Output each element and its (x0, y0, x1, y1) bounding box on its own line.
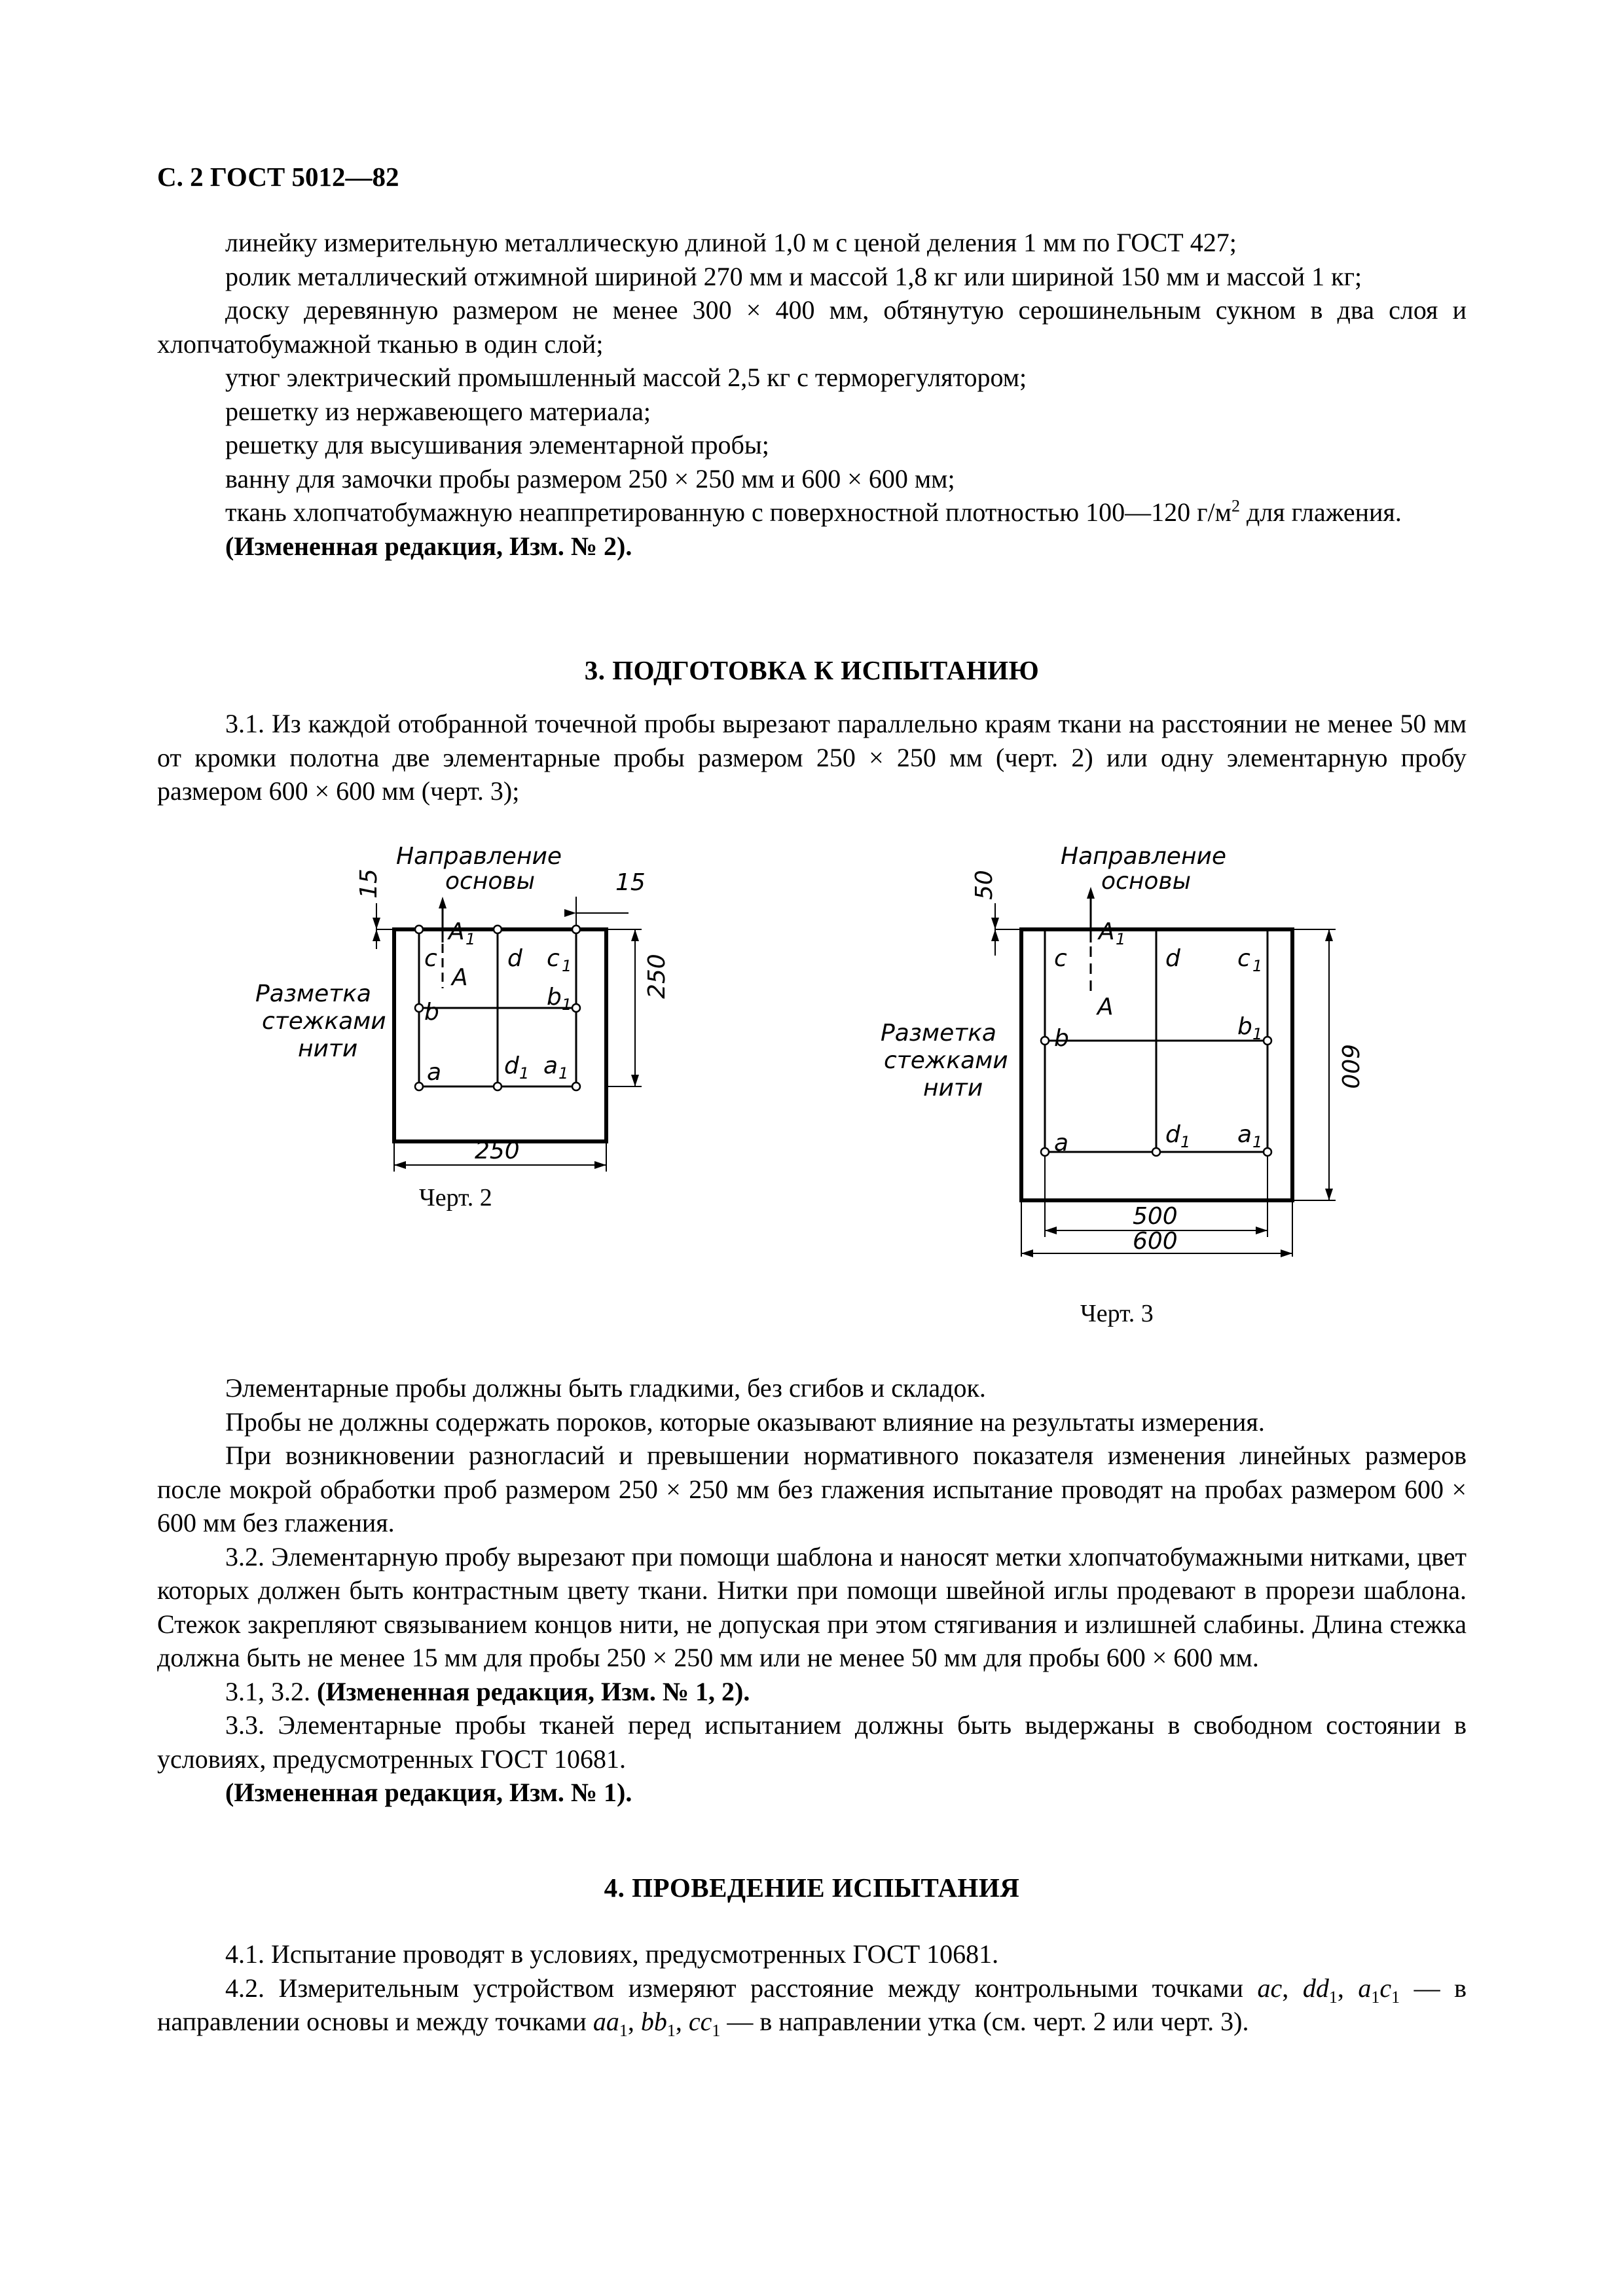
paragraph-3-1: 3.1. Из каждой отобранной точечной пробы вырезают параллельно краям ткани на расстоянии не менее 50 мм от кромки полотна две элементарные пробы размером 250 × 250 мм (черт. 2) или одну элементарную пробу размером 600 × 600 мм (черт. 3); (157, 709, 1467, 806)
paragraph: При возникновении разногласий и превышении нормативного показателя изменения линейных размеров после мокрой обработки проб размером 250 × 250 мм без глажения испытание проводят на пробах размером 600 × 600 мм без глажения. (157, 1441, 1467, 1537)
fig2-direction-label-2: основы (445, 868, 536, 895)
section-3-body (157, 1371, 1467, 1810)
list-item: решетку из нержавеющего материала; (225, 396, 651, 426)
fig2-label: 1 (558, 1064, 569, 1083)
fig3-label: A (1097, 994, 1114, 1020)
fig3-label: b (1054, 1025, 1069, 1052)
fig3-caption: Черт. 3 (1080, 1300, 1154, 1327)
fig3-label: a (1237, 1121, 1252, 1148)
drawing-3 (864, 838, 1401, 1270)
drawing-2 (249, 838, 707, 1204)
fig2-label: A (448, 918, 465, 945)
list-item: линейку измерительную металлическую длиной 1,0 м с ценой деления 1 мм по ГОСТ 427; (225, 228, 1237, 257)
paragraph-4-1: 4.1. Испытание проводят в условиях, предусмотренных ГОСТ 10681. (225, 1939, 999, 1969)
amendment-note: (Измененная редакция, Изм. № 1). (225, 1778, 632, 1807)
fig2-dim-bottom: 250 (475, 1138, 520, 1164)
fig3-dim-top-left: 50 (971, 870, 998, 900)
list-item: ванну для замочки пробы размером 250 × 250 мм и 600 × 600 мм; (225, 463, 955, 493)
fig3-direction-label-2: основы (1101, 868, 1192, 895)
fig2-direction-label: Направление (396, 843, 562, 870)
fig3-marking-label: Разметка (881, 1020, 996, 1047)
fig2-dim-top-right: 15 (615, 869, 646, 896)
fig2-label: d (504, 1052, 519, 1079)
amendment-note: 3.1, 3.2. (Измененная редакция, Изм. № 1, 2). (225, 1676, 750, 1706)
fig3-label: 1 (1252, 957, 1263, 975)
fig2-label: a (543, 1052, 558, 1079)
fig2-label: 1 (465, 930, 476, 948)
fig2-label: a (427, 1059, 442, 1086)
list-item: доску деревянную размером не менее 300 × 400 мм, обтянутую серошинельным сукном в два слоя и хлопчатобумажной тканью в один слой; (157, 295, 1467, 359)
paragraph: Элементарные пробы должны быть гладкими, без сгибов и складок. (225, 1373, 986, 1403)
fig2-label: b (424, 999, 439, 1026)
fig2-label: c (547, 945, 560, 972)
amendment-note: (Измененная редакция, Изм. № 2). (225, 531, 632, 561)
section-4-title: 4. ПРОВЕДЕНИЕ ИСПЫТАНИЯ (604, 1873, 1020, 1903)
list-item: ролик металлический отжимной шириной 270 мм и массой 1,8 кг или шириной 150 мм и массой 1 кг; (225, 261, 1362, 291)
fig3-marking-label-3: нити (923, 1075, 983, 1102)
paragraph-4-2: 4.2. Измерительным устройством измеряют расстояние между контрольными точками ac, $dd_1$, $a_1c_1$ — в направлении основы и между точками $aa_1$, $bb_1$, $cc_1$ — в направлении утка (см. черт. 2 или черт. 3). (157, 1973, 1467, 2040)
list-item: ткань хлопчатобумажную неаппретированную с поверхностной плотностью 100—120 $г/м^2$ для глажения. (225, 496, 1402, 527)
fig2-label: d (507, 945, 522, 972)
fig3-dim-outer: 600 (1133, 1228, 1178, 1255)
fig3-label: 1 (1180, 1133, 1191, 1151)
fig2-label: c (424, 945, 437, 972)
fig2-label: 1 (519, 1064, 530, 1083)
paragraph: Пробы не должны содержать пороков, которые оказывают влияние на результаты измерения. (225, 1407, 1265, 1437)
fig3-label: c (1237, 945, 1250, 972)
fig3-direction-label: Направление (1061, 843, 1227, 870)
fig2-dim-right: 250 (644, 954, 670, 999)
fig3-label: 1 (1252, 1025, 1263, 1043)
fig3-label: a (1054, 1130, 1069, 1157)
fig2-marking-label: Разметка (255, 980, 371, 1007)
fig3-marking-label-2: стежками (884, 1047, 1008, 1074)
equipment-list (157, 226, 1467, 563)
fig3-label: A (1099, 918, 1115, 945)
page-header: С. 2 ГОСТ 5012—82 (157, 162, 399, 192)
section-3-title: 3. ПОДГОТОВКА К ИСПЫТАНИЮ (584, 655, 1040, 685)
fig2-label: A (452, 964, 468, 991)
fig3-label: d (1165, 1121, 1180, 1148)
fig2-label: 1 (562, 957, 572, 975)
section-4-body (157, 1937, 1467, 2039)
fig3-label: 1 (1252, 1133, 1263, 1151)
fig2-label: 1 (562, 996, 572, 1014)
fig2-dim-top-left: 15 (356, 869, 382, 899)
fig2-caption: Черт. 2 (419, 1184, 492, 1211)
paragraph-3-2: 3.2. Элементарную пробу вырезают при помощи шаблона и наносят метки хлопчатобумажными нитками, цвет которых должен быть контрастным цвету ткани. Нитки при помощи швейной иглы продевают в прорези шаблона. Стежок закрепляют связыванием концов нити, не допуская при этом стягивания и излишней слабины. Длина стежка должна быть не менее 15 мм для пробы 250 × 250 мм или не менее 50 мм для пробы 600 × 600 мм. (157, 1541, 1467, 1672)
fig3-label: d (1165, 945, 1180, 972)
list-item: утюг электрический промышленный массой 2,5 кг с терморегулятором; (225, 363, 1027, 392)
fig3-label: 1 (1116, 930, 1126, 948)
paragraph-3-3: 3.3. Элементарные пробы тканей перед испытанием должны быть выдержаны в свободном состоянии в условиях, предусмотренных ГОСТ 10681. (157, 1710, 1467, 1774)
fig3-dim-right: 600 (1336, 1044, 1363, 1089)
list-item: решетку для высушивания элементарной пробы; (225, 430, 769, 459)
fig3-dim-inner: 500 (1133, 1203, 1178, 1230)
fig2-label: b (547, 984, 562, 1011)
fig2-marking-label-2: стежками (262, 1008, 386, 1035)
fig3-label: b (1237, 1013, 1252, 1040)
fig3-label: c (1054, 945, 1067, 972)
fig2-marking-label-3: нити (298, 1035, 358, 1062)
